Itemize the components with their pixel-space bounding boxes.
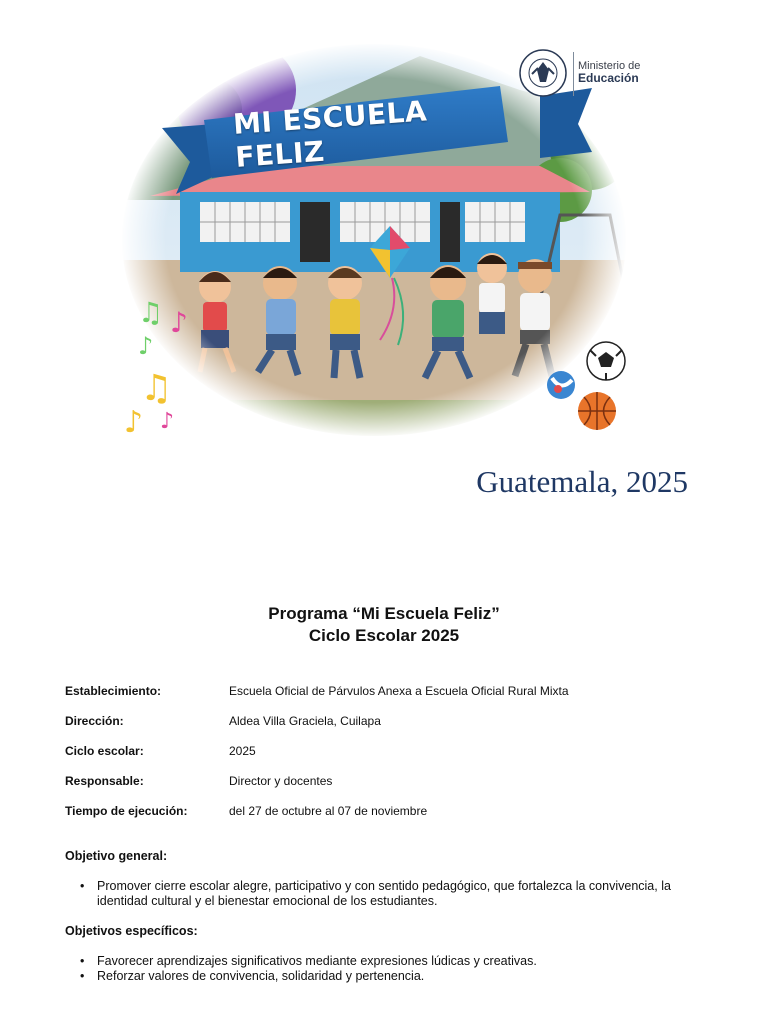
- program-subtitle: Ciclo Escolar 2025: [308, 626, 460, 645]
- banner-title: MI ESCUELA FELIZ: [232, 94, 429, 174]
- svg-text:♪: ♪: [170, 306, 188, 339]
- ministry-name-line2: Educación: [578, 71, 639, 85]
- info-value: 2025: [229, 744, 256, 758]
- info-label: Establecimiento:: [65, 684, 162, 698]
- info-value: Aldea Villa Graciela, Cuilapa: [229, 714, 381, 728]
- ministry-logo: [518, 48, 658, 100]
- objetivo-general-heading: Objetivo general:: [65, 849, 168, 863]
- flag-ball: [547, 371, 575, 399]
- cover-place-year: Guatemala, 2025: [476, 464, 688, 499]
- list-item: • Promover cierre escolar alegre, participativo y con sentido pedagógico, que fortalezca la convivencia, la identidad cultural y el bienestar emocional de los estudiantes.: [80, 879, 700, 909]
- ministry-name-line1: Ministerio de: [578, 60, 641, 72]
- info-value: Escuela Oficial de Párvulos Anexa a Escuela Oficial Rural Mixta: [229, 684, 569, 698]
- svg-text:♫: ♫: [138, 296, 164, 329]
- objetivos-especificos-heading: Objetivos específicos:: [65, 924, 198, 938]
- svg-text:♫: ♫: [140, 368, 173, 409]
- info-value: del 27 de octubre al 07 de noviembre: [229, 804, 428, 818]
- svg-text:♪: ♪: [160, 409, 175, 434]
- objetivos-especificos-list: [80, 954, 700, 984]
- logo-divider: [573, 52, 574, 96]
- list-item: • Reforzar valores de convivencia, solidaridad y pertenencia.: [80, 969, 700, 984]
- soccer-ball: [587, 342, 625, 380]
- info-value: Director y docentes: [229, 774, 333, 788]
- music-notes: [124, 296, 188, 440]
- objetivo-general-list: [80, 879, 700, 909]
- info-label: Responsable:: [65, 774, 144, 788]
- basketball: [578, 392, 616, 430]
- program-title: Programa “Mi Escuela Feliz”: [268, 604, 500, 623]
- info-label: Tiempo de ejecución:: [65, 804, 188, 818]
- info-label: Dirección:: [65, 714, 124, 728]
- info-label: Ciclo escolar:: [65, 744, 144, 758]
- list-item: • Favorecer aprendizajes significativos mediante expresiones lúdicas y creativas.: [80, 954, 700, 969]
- national-seal-icon: [518, 48, 568, 98]
- svg-text:♪: ♪: [138, 332, 154, 360]
- svg-text:♪: ♪: [124, 405, 144, 440]
